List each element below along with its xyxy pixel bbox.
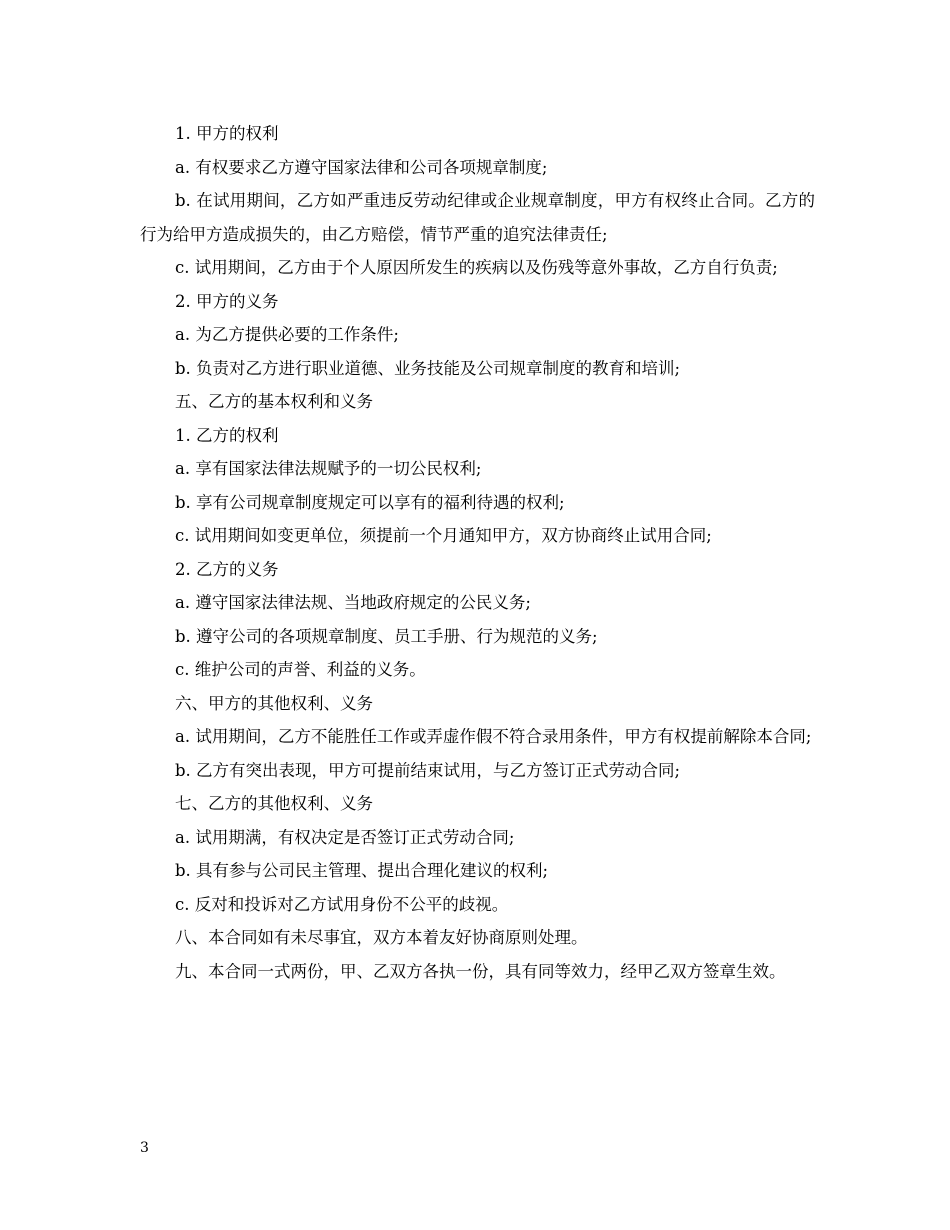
paragraph: a. 试用期间，乙方不能胜任工作或弄虚作假不符合录用条件，甲方有权提前解除本合同; <box>175 727 812 746</box>
section-heading: 六、甲方的其他权利、义务 <box>175 693 373 713</box>
paragraph: b. 在试用期间，乙方如严重违反劳动纪律或企业规章制度，甲方有权终止合同。乙方的行为给甲方造成损失的，由乙方赔偿，情节严重的追究法律责任; <box>140 191 815 244</box>
paragraph: c. 反对和投诉对乙方试用身份不公平的歧视。 <box>175 894 509 914</box>
paragraph: 1. 乙方的权利 <box>175 425 279 445</box>
paragraph: c. 试用期间，乙方由于个人原因所发生的疾病以及伤残等意外事故，乙方自行负责; <box>175 258 778 277</box>
paragraph: a. 试用期满，有权决定是否签订正式劳动合同; <box>175 827 515 847</box>
section-heading: 九、本合同一式两份，甲、乙双方各执一份，具有同等效力，经甲乙双方签章生效。 <box>175 961 786 981</box>
section-heading: 七、乙方的其他权利、义务 <box>175 794 373 813</box>
paragraph: c. 试用期间如变更单位，须提前一个月通知甲方，双方协商终止试用合同; <box>175 526 712 545</box>
document-body <box>140 117 815 988</box>
paragraph: a. 有权要求乙方遵守国家法律和公司各项规章制度; <box>175 157 548 177</box>
section-heading: 五、乙方的基本权利和义务 <box>175 392 373 411</box>
paragraph: a. 为乙方提供必要的工作条件; <box>175 325 399 344</box>
paragraph: b. 具有参与公司民主管理、提出合理化建议的权利; <box>175 861 549 880</box>
paragraph: b. 遵守公司的各项规章制度、员工手册、行为规范的义务; <box>175 626 598 646</box>
page-number: 3 <box>140 1140 149 1156</box>
paragraph: b. 享有公司规章制度规定可以享有的福利待遇的权利; <box>175 492 565 512</box>
paragraph: b. 乙方有突出表现，甲方可提前结束试用，与乙方签订正式劳动合同; <box>175 760 681 780</box>
paragraph: 1. 甲方的权利 <box>175 124 279 143</box>
paragraph: 2. 甲方的义务 <box>175 291 279 311</box>
paragraph: c. 维护公司的声誉、利益的义务。 <box>175 660 426 679</box>
paragraph: b. 负责对乙方进行职业道德、业务技能及公司规章制度的教育和培训; <box>175 358 681 378</box>
paragraph: a. 享有国家法律法规赋予的一切公民权利; <box>175 459 482 478</box>
section-heading: 八、本合同如有未尽事宜，双方本着友好协商原则处理。 <box>175 928 588 947</box>
paragraph: a. 遵守国家法律法规、当地政府规定的公民义务; <box>175 593 531 612</box>
paragraph: 2. 乙方的义务 <box>175 559 279 579</box>
